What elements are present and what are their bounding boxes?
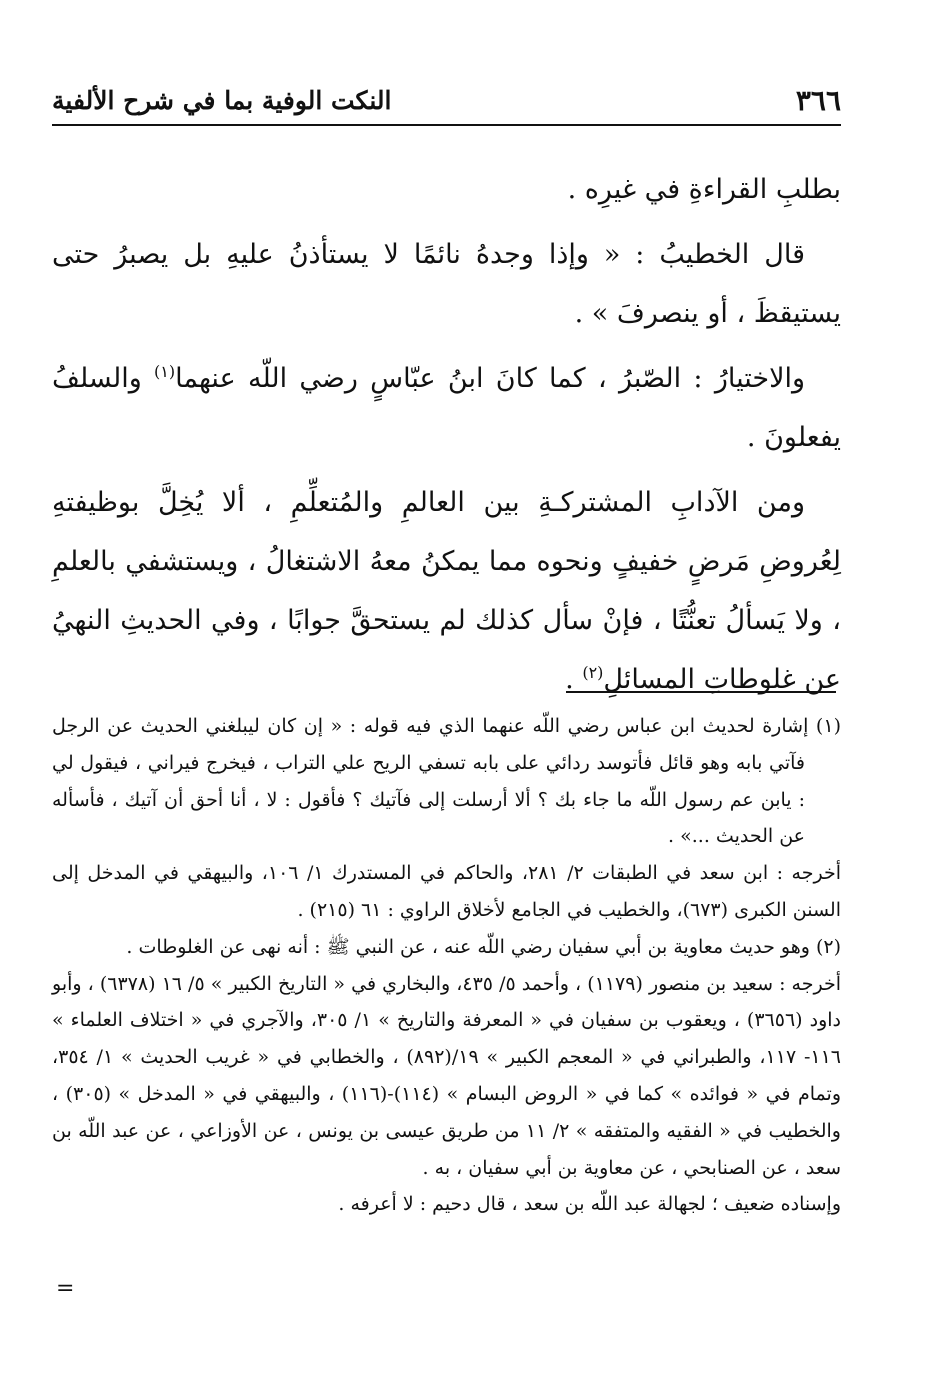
page-header — [52, 78, 841, 122]
footnote-ref-1[interactable]: (١) — [154, 362, 176, 381]
running-title: النكت الوفية بما في شرح الألفية — [52, 86, 392, 115]
main-text — [52, 160, 841, 715]
footnote-1: (١) إشارة لحديث ابن عباس رضي اللّه عنهما الذي فيه قوله : « إن كان ليبلغني الحديث عن الرجل فآتي بابه وهو قائل فأتوسد ردائي على بابه تسفي الريح علي التراب ، فيخرج فيراني ، فيقول لي : يابن عم رسول اللّه ما جاء بك ؟ ألا أرسلت إلى فآتيك ؟ فأقول : لا ، أنا أحق أن آتيك ، فأسأله عن الحديث ...» . — [52, 715, 841, 848]
footnote-separator — [566, 691, 836, 693]
footnotes — [52, 708, 841, 1223]
header-rule — [52, 124, 841, 126]
continuation-mark: = — [56, 1276, 75, 1301]
footnote-2-source: أخرجه : سعيد بن منصور (١١٧٩) ، وأحمد ٥/ ٤٣٥، والبخاري في « التاريخ الكبير » ٥/ ١٦ (٦٣٧٨) ، وأبو داود (٣٦٥٦) ، ويعقوب بن سفيان في « المعرفة والتاريخ » ١/ ٣٠٥، والآجري في « اختلاف العلماء » ١١٦- ١١٧، والطبراني في « المعجم الكبير » ١٩/(٨٩٢) ، والخطابي في « غريب الحديث » ١/ ٣٥٤، وتمام في « فوائده » كما في « الروض البسام » (١١٤)-(١١٦) ، والبيهقي في « المدخل » (٣٠٥) ، والخطيب في « الفقيه والمتفقه » ٢/ ١١ من طريق عيسى بن يونس ، عن الأوزاعي ، عن عبد اللّه بن سعد ، عن الصنابحي ، عن معاوية بن أبي سفيان ، به . — [52, 972, 841, 1179]
body-paragraph-4 — [52, 473, 841, 709]
footnote-1-source: أخرجه : ابن سعد في الطبقات ٢/ ٢٨١، والحاكم في المستدرك ١/ ١٠٦، والبيهقي في المدخل إلى السنن الكبرى (٦٧٣)، والخطيب في الجامع لأخلاق الراوي : ٦١ (٢١٥) . — [52, 862, 841, 921]
page-number: ٣٦٦ — [795, 84, 841, 117]
body-paragraph-3 — [52, 349, 841, 467]
body-paragraph-4-text: ومن الآدابِ المشتركـةِ بين العالمِ والمُتعلِّمِ ، ألا يُخِلَّ بوظيفتهِ لِعُروضِ مَرضٍ خفيفٍ ونحوه مما يمكنُ معهُ الاشتغالُ ، ويستشفي بالعلمِ ، ولا يَسألُ تعنُّتًا ، فإنْ سأل كذلك لم يستحقَّ جوابًا ، وفي الحديثِ النهيُ عن غلوطاتِ المسائلِ — [52, 487, 841, 695]
body-paragraph-3-text: والاختيارُ : الصّبرُ ، كما كانَ ابنُ عبّاسٍ رضي اللّه عنهما — [175, 363, 806, 394]
footnote-2: (٢) وهو حديث معاوية بن أبي سفيان رضي اللّه عنه ، عن النبي ﷺ : أنه نهى عن الغلوطات . — [126, 935, 841, 958]
body-paragraph-2: قال الخطيبُ : « وإذا وجدهُ نائمًا لا يستأذنُ عليهِ بل يصبرُ حتى يستيقظَ ، أو ينصرفَ » . — [52, 239, 841, 329]
body-paragraph-1: بطلبِ القراءةِ في غيرِه . — [567, 174, 841, 205]
body-paragraph-3-end: والسلفُ يفعلونَ . — [52, 363, 841, 453]
footnote-ref-2[interactable]: (٢) — [582, 663, 604, 682]
footnote-2-grading: وإسناده ضعيف ؛ لجهالة عبد اللّه بن سعد ، قال دحيم : لا أعرفه . — [338, 1193, 841, 1216]
body-paragraph-4-end: . — [565, 664, 583, 695]
